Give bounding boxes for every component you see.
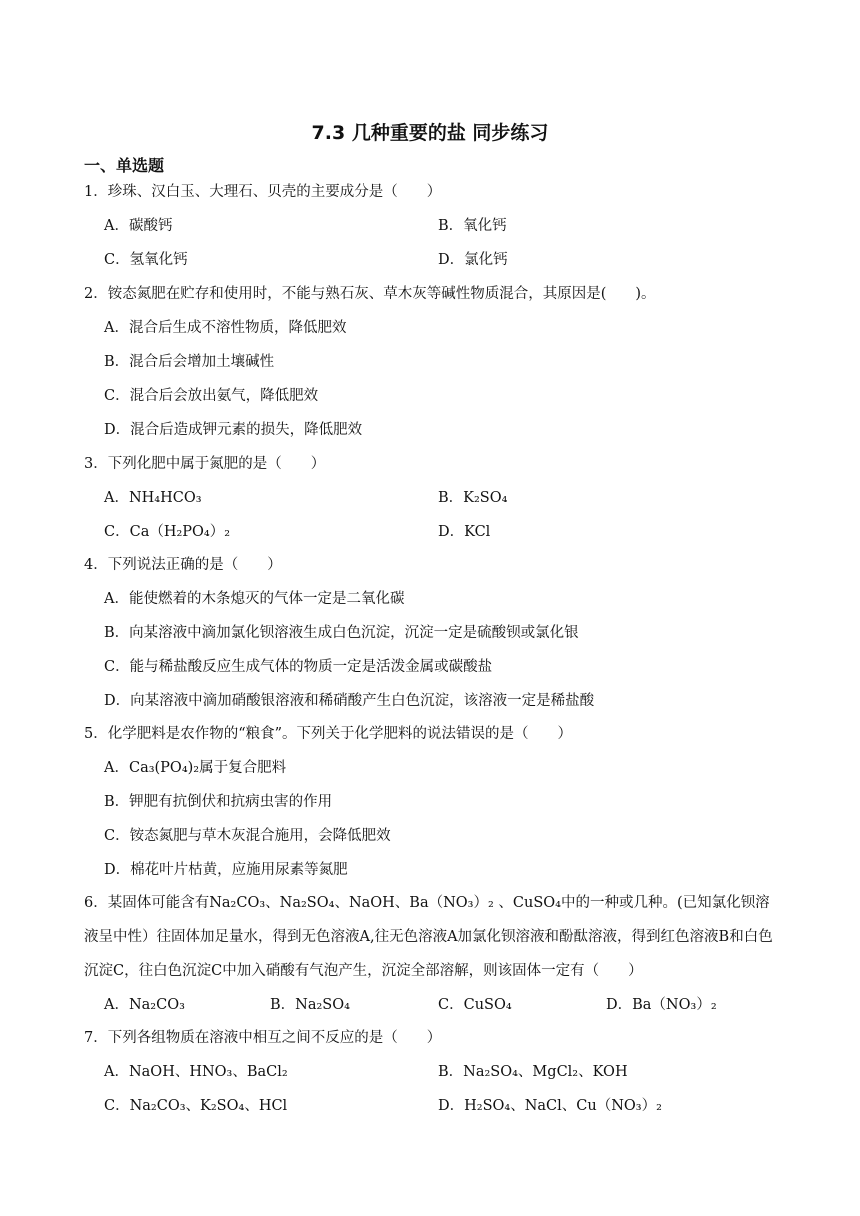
question-4-option-d: D．向某溶液中滴加硝酸银溶液和稀硝酸产生白色沉淀，该溶液一定是稀盐酸: [104, 693, 595, 709]
question-5-option-b: B．钾肥有抗倒伏和抗病虫害的作用: [104, 794, 333, 810]
question-6-option-b: B．Na₂SO₄: [270, 997, 350, 1013]
question-2-stem: 2．铵态氮肥在贮存和使用时，不能与熟石灰、草木灰等碱性物质混合，其原因是( )。: [84, 286, 656, 302]
question-6-option-a: A．Na₂CO₃: [104, 997, 185, 1013]
question-5-option-c: C．铵态氮肥与草木灰混合施用，会降低肥效: [104, 828, 391, 844]
question-7-stem: 7．下列各组物质在溶液中相互之间不反应的是（ ）: [84, 1030, 442, 1046]
question-1-option-a: A．碳酸钙: [104, 218, 173, 234]
question-3-option-b: B．K₂SO₄: [438, 490, 508, 506]
page-title: 7.3 几种重要的盐 同步练习: [311, 122, 549, 144]
question-1-stem: 1．珍珠、汉白玉、大理石、贝壳的主要成分是（ ）: [84, 184, 442, 200]
question-4-option-a: A．能使燃着的木条熄灭的气体一定是二氧化碳: [104, 591, 405, 607]
question-4-option-b: B．向某溶液中滴加氯化钡溶液生成白色沉淀，沉淀一定是硫酸钡或氯化银: [104, 625, 579, 641]
question-3-stem: 3．下列化肥中属于氮肥的是（ ）: [84, 456, 326, 472]
question-7-option-c: C．Na₂CO₃、K₂SO₄、HCl: [104, 1098, 288, 1114]
question-2-option-b: B．混合后会增加土壤碱性: [104, 354, 275, 370]
question-7-option-a: A．NaOH、HNO₃、BaCl₂: [104, 1064, 288, 1080]
question-1-option-c: C．氢氧化钙: [104, 252, 188, 268]
question-6-option-c: C．CuSO₄: [438, 997, 512, 1013]
question-5-option-a: A．Ca₃(PO₄)₂属于复合肥料: [104, 760, 287, 776]
question-7-option-b: B．Na₂SO₄、MgCl₂、KOH: [438, 1064, 628, 1080]
question-4-stem: 4．下列说法正确的是（ ）: [84, 557, 282, 573]
question-3-option-c: C．Ca（H₂PO₄）₂: [104, 524, 231, 540]
question-2-option-d: D．混合后造成钾元素的损失，降低肥效: [104, 422, 363, 438]
question-3-option-d: D．KCl: [438, 524, 491, 540]
question-6-option-d: D．Ba（NO₃）₂: [606, 997, 717, 1013]
question-2-option-c: C．混合后会放出氨气，降低肥效: [104, 388, 319, 404]
section-heading: 一、单选题: [84, 156, 165, 175]
question-1-option-d: D．氯化钙: [438, 252, 508, 268]
question-5-option-d: D．棉花叶片枯黄，应施用尿素等氮肥: [104, 862, 348, 878]
question-7-option-d: D．H₂SO₄、NaCl、Cu（NO₃）₂: [438, 1098, 662, 1114]
question-6-stem: 6．某固体可能含有Na₂CO₃、Na₂SO₄、NaOH、Ba（NO₃）₂ 、CuSO₄中的一种或几种。(已知氯化钡溶液呈中性）往固体加足量水，得到无色溶液A,往无色溶液A加氯化钡溶液和酚酞溶液，得到红色溶液B和白色沉淀C，往白色沉淀C中加入硝酸有气泡产生，沉淀全部溶解，则该固体一定有（ ）: [84, 895, 773, 979]
question-5-stem: 5．化学肥料是农作物的“粮食”。下列关于化学肥料的说法错误的是（ ）: [84, 726, 573, 742]
question-4-option-c: C．能与稀盐酸反应生成气体的物质一定是活泼金属或碳酸盐: [104, 659, 493, 675]
question-1-option-b: B．氧化钙: [438, 218, 507, 234]
question-2-option-a: A．混合后生成不溶性物质，降低肥效: [104, 320, 347, 336]
question-3-option-a: A．NH₄HCO₃: [104, 490, 202, 506]
